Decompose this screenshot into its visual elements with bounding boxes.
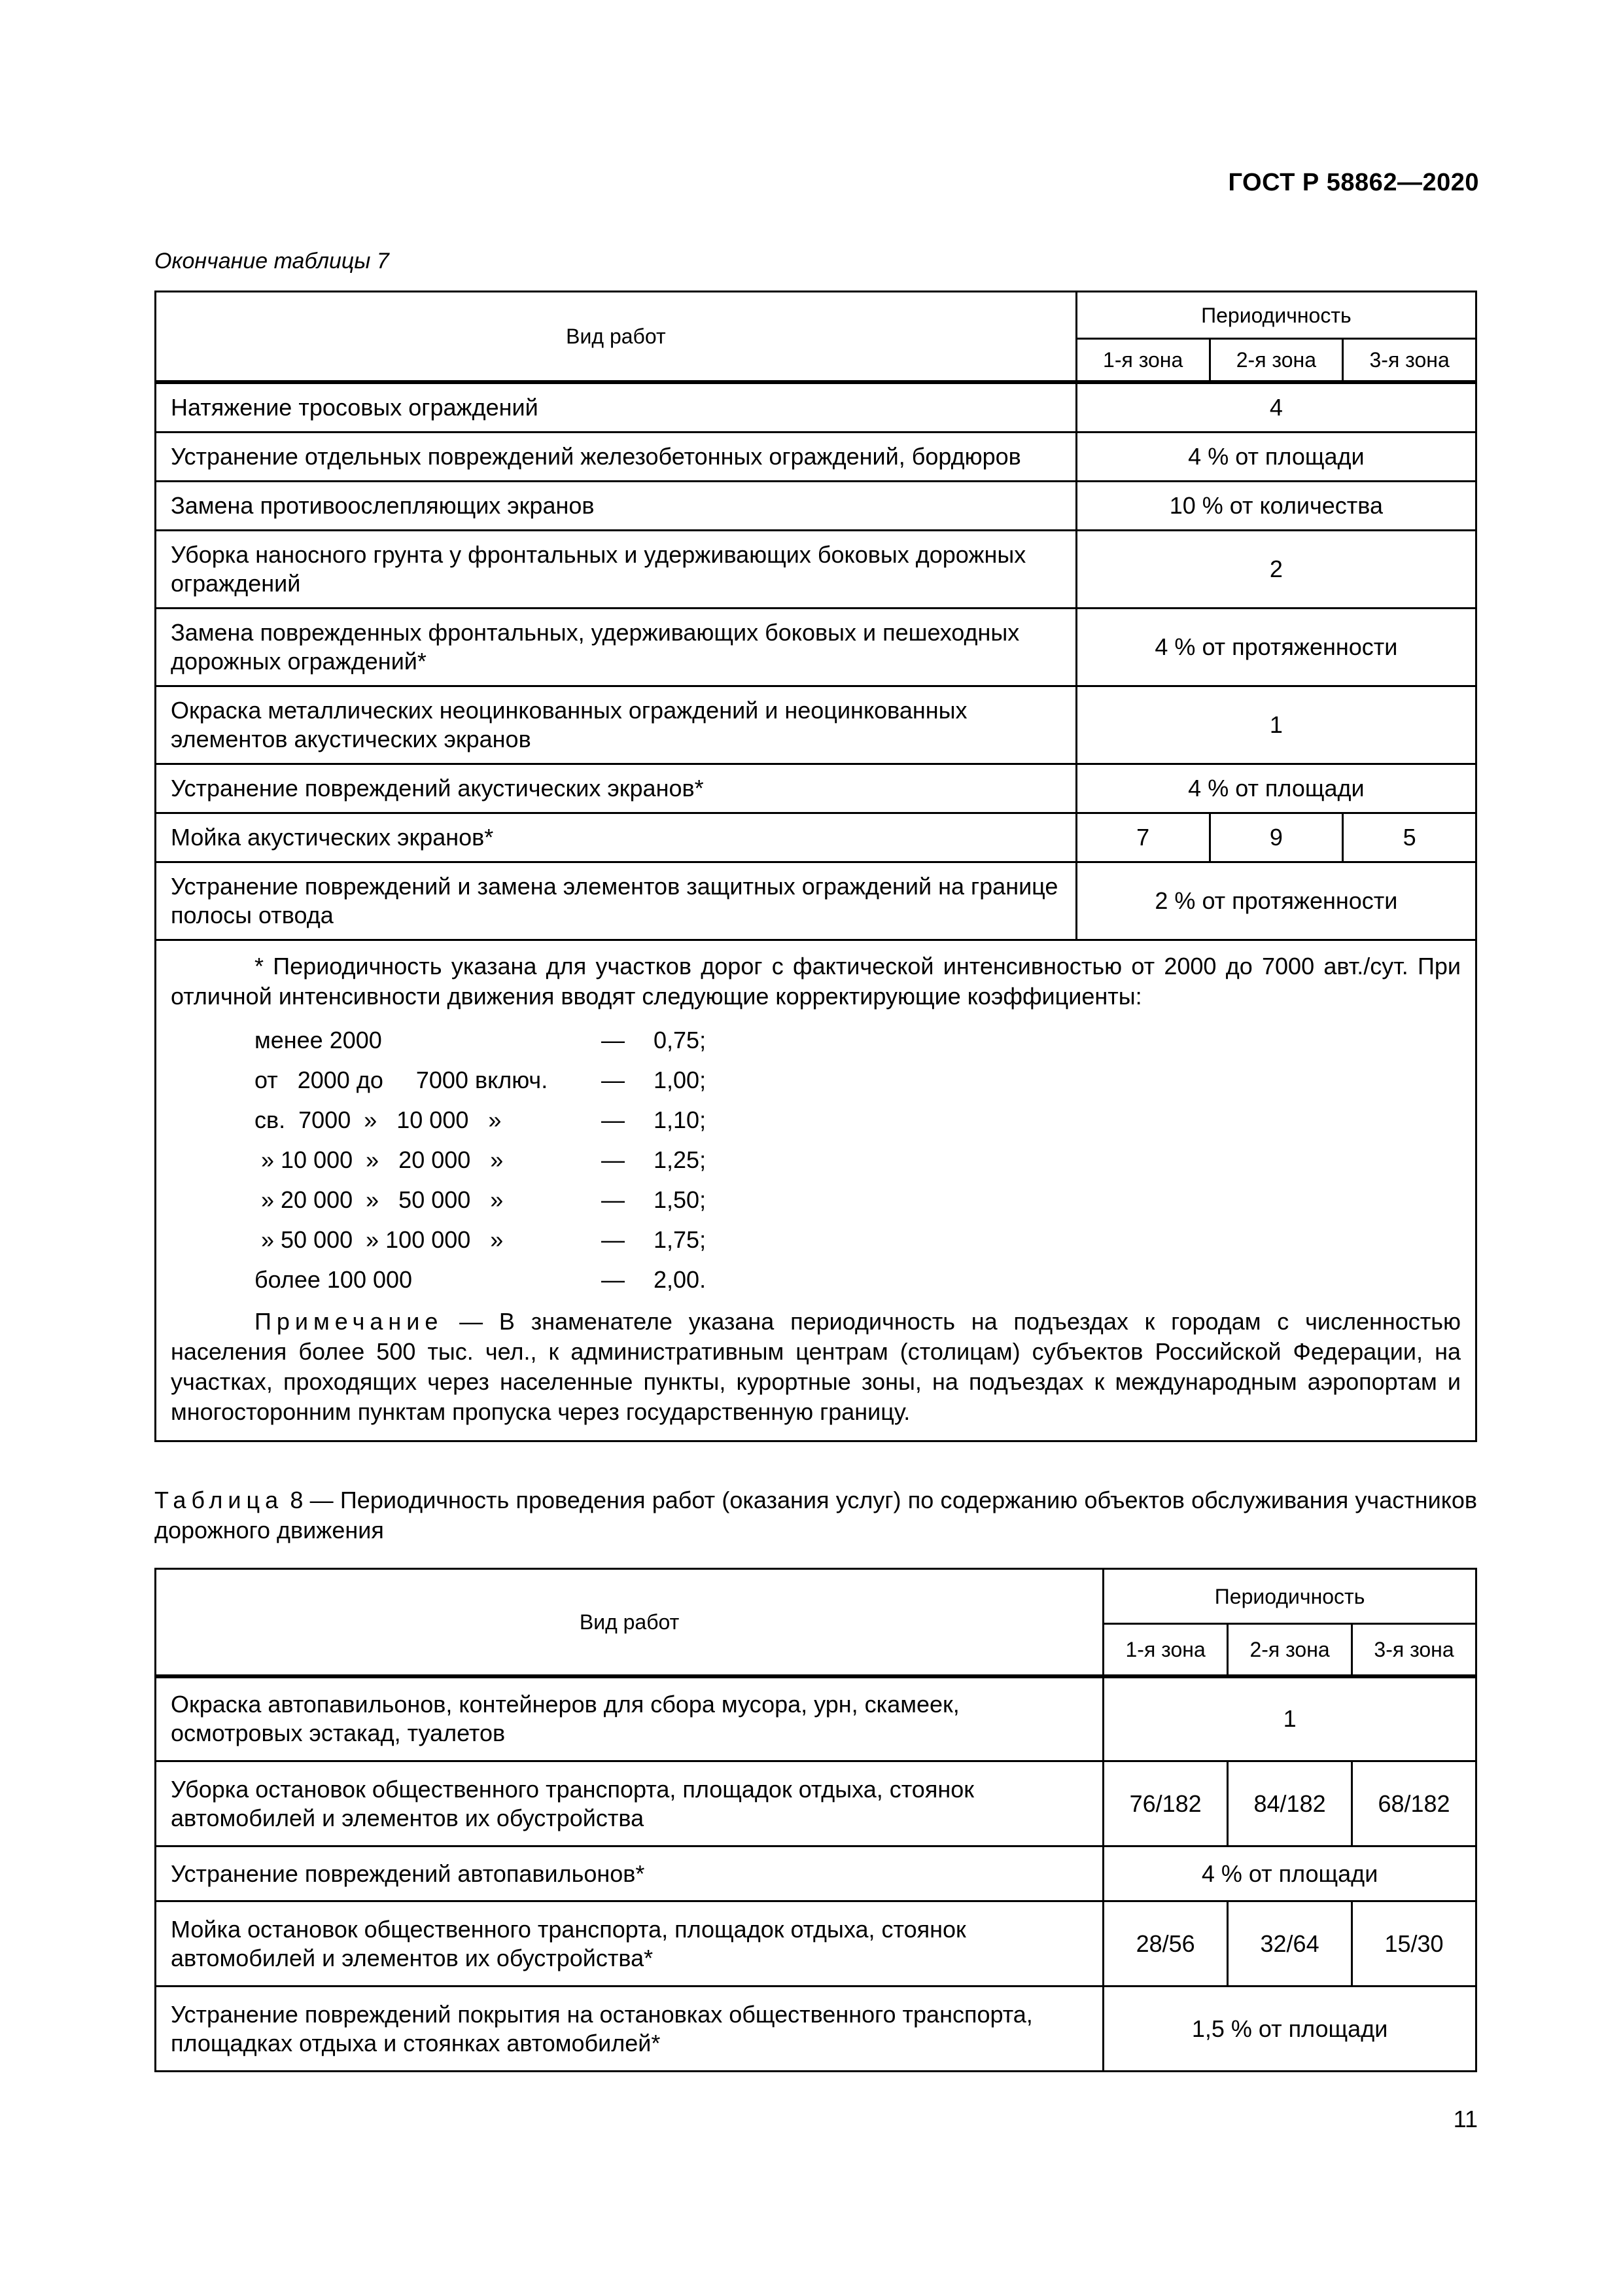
table-row xyxy=(156,1987,1476,2072)
table-row xyxy=(156,530,1476,608)
col-header-zone3: 3-я зона xyxy=(1343,339,1476,382)
col-header-zone2: 2-я зона xyxy=(1210,339,1343,382)
work-cell: Устранение повреждений автопавильонов* xyxy=(156,1846,1104,1901)
col-header-zone3: 3-я зона xyxy=(1352,1624,1476,1676)
period-cell-zone3: 15/30 xyxy=(1352,1901,1476,1987)
table-row xyxy=(156,608,1476,686)
note-label: Примечание xyxy=(254,1307,444,1335)
period-cell-zone2: 84/182 xyxy=(1228,1761,1352,1846)
table8-label: Таблица xyxy=(154,1487,284,1513)
period-cell-zone1: 28/56 xyxy=(1104,1901,1228,1987)
work-cell: Замена поврежденных фронтальных, удерживающих боковых и пешеходных дорожных ограждений* xyxy=(156,608,1077,686)
coefficient-row xyxy=(254,1140,1461,1180)
table-row xyxy=(156,813,1476,862)
period-cell: 1,5 % от площади xyxy=(1104,1987,1476,2072)
coefficient-row xyxy=(254,1101,1461,1140)
coefficient-row xyxy=(254,1061,1461,1101)
work-cell: Замена противоослепляющих экранов xyxy=(156,481,1077,530)
period-cell-zone3: 68/182 xyxy=(1352,1761,1476,1846)
coefficient-value: 1,75; xyxy=(654,1226,707,1253)
table-row xyxy=(156,764,1476,813)
coefficient-dash: — xyxy=(601,1067,625,1093)
table-row xyxy=(156,686,1476,764)
coefficient-dash: — xyxy=(601,1146,625,1173)
table7-caption: Окончание таблицы 7 xyxy=(154,249,389,274)
coefficient-dash: — xyxy=(601,1106,625,1133)
table-row xyxy=(156,382,1476,433)
table-row xyxy=(156,1676,1476,1761)
coefficient-value: 1,00; xyxy=(654,1067,707,1093)
coefficient-range: » 10 000 » 20 000 » xyxy=(254,1146,504,1173)
work-cell: Уборка наносного грунта у фронтальных и удерживающих боковых дорожных ограждений xyxy=(156,530,1077,608)
coefficient-list xyxy=(254,1021,1461,1300)
period-cell: 2 % от протяженности xyxy=(1076,862,1476,940)
work-cell: Устранение отдельных повреждений железобетонных ограждений, бордюров xyxy=(156,432,1077,481)
coefficient-range: » 50 000 » 100 000 » xyxy=(254,1226,504,1253)
table8-title-text: 8 — Периодичность проведения работ (оказания услуг) по содержанию объектов обслуживания участников дорожного движения xyxy=(154,1487,1477,1544)
table-row xyxy=(156,432,1476,481)
period-cell: 1 xyxy=(1076,686,1476,764)
period-cell: 1 xyxy=(1104,1676,1476,1761)
coefficient-row xyxy=(254,1220,1461,1260)
table-row xyxy=(156,1901,1476,1987)
period-cell-zone1: 76/182 xyxy=(1104,1761,1228,1846)
coefficient-value: 2,00. xyxy=(654,1266,707,1293)
period-cell: 2 xyxy=(1076,530,1476,608)
coefficient-range: от 2000 до 7000 включ. xyxy=(254,1067,548,1093)
coefficient-range: » 20 000 » 50 000 » xyxy=(254,1186,504,1213)
coefficient-row xyxy=(254,1260,1461,1300)
coefficient-value: 1,10; xyxy=(654,1106,707,1133)
work-cell: Натяжение тросовых ограждений xyxy=(156,382,1077,433)
coefficient-value: 0,75; xyxy=(654,1027,707,1053)
coefficient-dash: — xyxy=(601,1226,625,1253)
col-header-work: Вид работ xyxy=(156,1569,1104,1676)
table-7 xyxy=(154,291,1477,1442)
period-cell: 4 % от протяженности xyxy=(1076,608,1476,686)
coefficient-dash: — xyxy=(601,1266,625,1293)
period-cell-zone2: 32/64 xyxy=(1228,1901,1352,1987)
period-cell: 4 % от площади xyxy=(1076,764,1476,813)
page-number: 11 xyxy=(1453,2106,1478,2132)
work-cell: Устранение повреждений и замена элементов защитных ограждений на границе полосы отвода xyxy=(156,862,1077,940)
work-cell: Мойка остановок общественного транспорта, площадок отдыха, стоянок автомобилей и элементов их обустройства* xyxy=(156,1901,1104,1987)
col-header-zone2: 2-я зона xyxy=(1228,1624,1352,1676)
coefficient-dash: — xyxy=(601,1027,625,1053)
document-code: ГОСТ Р 58862—2020 xyxy=(1228,169,1479,196)
work-cell: Окраска металлических неоцинкованных ограждений и неоцинкованных элементов акустических экранов xyxy=(156,686,1077,764)
work-cell: Уборка остановок общественного транспорта, площадок отдыха, стоянок автомобилей и элементов их обустройства xyxy=(156,1761,1104,1846)
coefficient-value: 1,25; xyxy=(654,1146,707,1173)
coefficient-row xyxy=(254,1021,1461,1061)
footnote-cell xyxy=(156,940,1476,1441)
col-header-work: Вид работ xyxy=(156,292,1077,382)
table-row xyxy=(156,481,1476,530)
col-header-zone1: 1-я зона xyxy=(1104,1624,1228,1676)
period-cell: 4 % от площади xyxy=(1076,432,1476,481)
table-row xyxy=(156,1846,1476,1901)
footnote-text: * Периодичность указана для участков дорог с фактической интенсивностью от 2000 до 7000 авт./сут. При отличной интенсивности движения вводят следующие корректирующие коэффициенты: xyxy=(171,952,1461,1010)
period-cell: 10 % от количества xyxy=(1076,481,1476,530)
coefficient-value: 1,50; xyxy=(654,1186,707,1213)
coefficient-range: менее 2000 xyxy=(254,1027,382,1053)
note-paragraph xyxy=(171,1307,1461,1427)
period-cell-zone1: 7 xyxy=(1076,813,1210,862)
work-cell: Мойка акустических экранов* xyxy=(156,813,1077,862)
col-header-zone1: 1-я зона xyxy=(1076,339,1210,382)
coefficient-row xyxy=(254,1180,1461,1220)
period-cell-zone3: 5 xyxy=(1343,813,1476,862)
table-8 xyxy=(154,1568,1477,2072)
work-cell: Устранение повреждений акустических экранов* xyxy=(156,764,1077,813)
period-cell: 4 % от площади xyxy=(1104,1846,1476,1901)
footnote-row xyxy=(156,940,1476,1441)
period-cell: 4 xyxy=(1076,382,1476,433)
table-row xyxy=(156,862,1476,940)
coefficient-range: св. 7000 » 10 000 » xyxy=(254,1106,502,1133)
period-cell-zone2: 9 xyxy=(1210,813,1343,862)
coefficient-range: более 100 000 xyxy=(254,1266,413,1293)
work-cell: Окраска автопавильонов, контейнеров для сбора мусора, урн, скамеек, осмотровых эстакад, туалетов xyxy=(156,1676,1104,1761)
col-header-period: Периодичность xyxy=(1076,292,1476,339)
work-cell: Устранение повреждений покрытия на остановках общественного транспорта, площадках отдыха и стоянках автомобилей* xyxy=(156,1987,1104,2072)
note-text: — В знаменателе указана периодичность на подъездах к городам с численностью населения более 500 тыс. чел., к административным центрам (столицам) субъектов Российской Федерации, на участках, проходящих через населенные пункты, курортные зоны, на подъездах к международным аэропортам и многосторонним пунктам пропуска через государственную границу. xyxy=(171,1307,1461,1425)
table-row xyxy=(156,1761,1476,1846)
col-header-period: Периодичность xyxy=(1104,1569,1476,1624)
table8-title xyxy=(154,1485,1477,1545)
coefficient-dash: — xyxy=(601,1186,625,1213)
